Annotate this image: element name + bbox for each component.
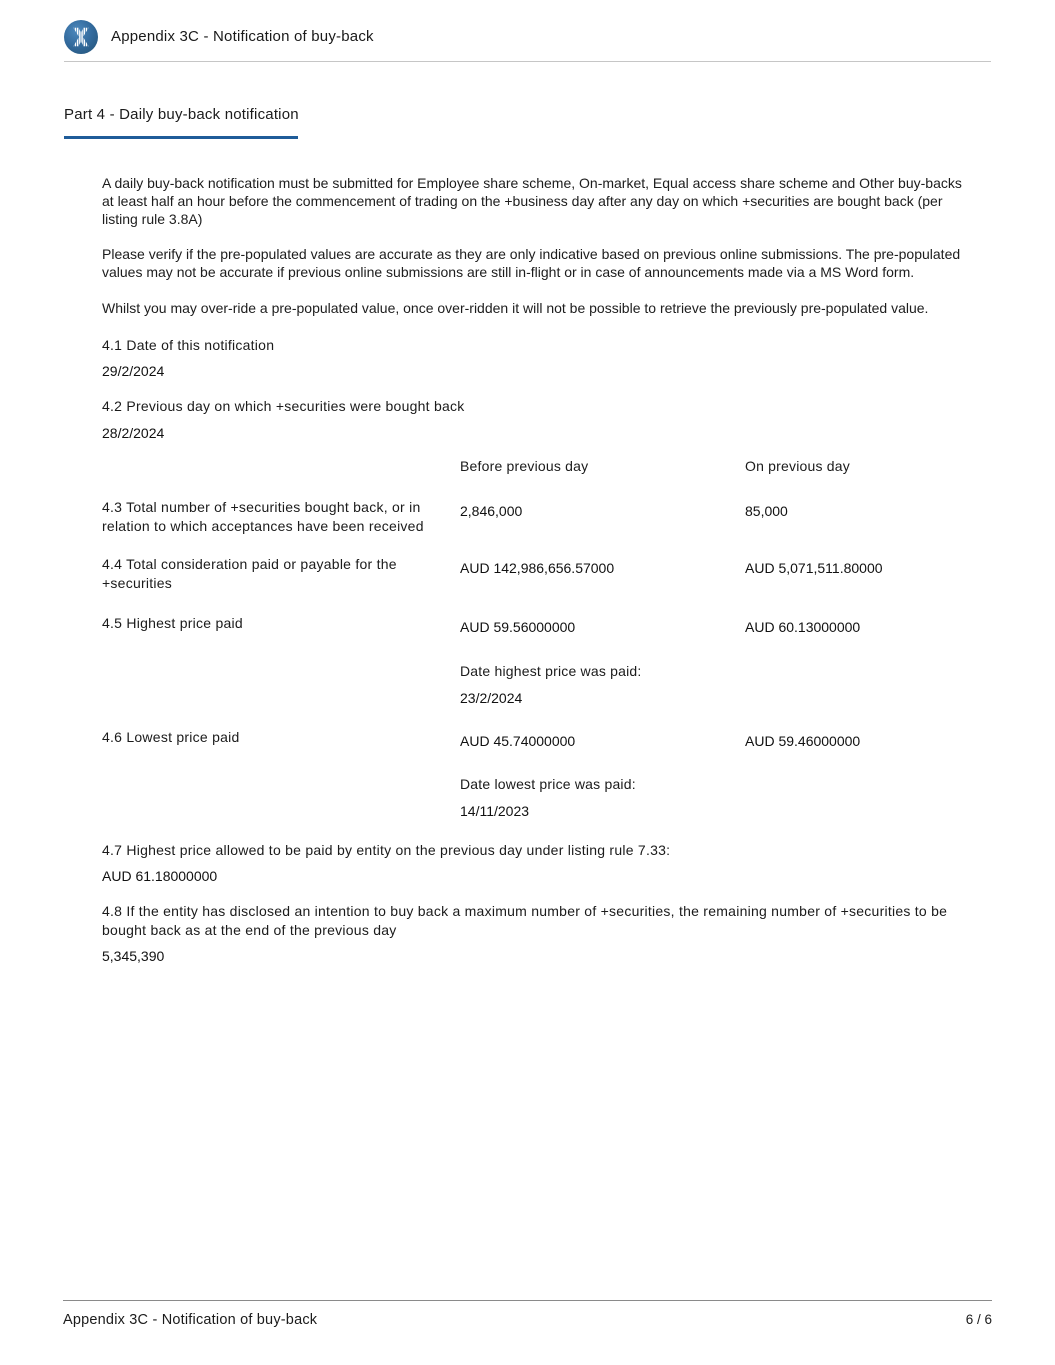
asx-logo-icon	[64, 20, 98, 54]
row-4-5-before-value: AUD 59.56000000	[460, 619, 576, 636]
table-row-4-6	[102, 728, 977, 821]
row-4-6-on-value: AUD 59.46000000	[745, 732, 861, 749]
field-4-1	[102, 336, 977, 381]
row-4-3-on-value: 85,000	[745, 503, 788, 520]
document-title: Appendix 3C - Notification of buy-back	[111, 28, 374, 45]
row-4-6-date-value: 14/11/2023	[460, 803, 530, 820]
column-header-before-previous-day: Before previous day	[460, 458, 589, 475]
part4-heading-underline	[64, 136, 298, 139]
column-header-on-previous-day: On previous day	[745, 458, 850, 475]
intro-paragraph-2: Please verify if the pre-populated values are accurate as they are only indicative based on previous online submissions. The pre-populated values may not be accurate if previous online submissions are still in-flight or in case of announcements made via a MS Word form.	[102, 246, 961, 281]
row-4-5-on-value: AUD 60.13000000	[745, 619, 861, 636]
field-4-8-value: 5,345,390	[102, 948, 165, 965]
part4-content	[102, 175, 977, 966]
field-4-8-label: 4.8 If the entity has disclosed an intention to buy back a maximum number of +securities, the remaining number of +securities to be bought back as at the end of the previous day	[102, 903, 948, 938]
row-4-5-label: 4.5 Highest price paid	[102, 615, 243, 632]
row-4-3-label: 4.3 Total number of +securities bought back, or in relation to which acceptances have been received	[102, 499, 424, 534]
field-4-2-value: 28/2/2024	[102, 424, 165, 441]
table-row-4-4	[102, 555, 977, 592]
row-4-6-date-label: Date lowest price was paid:	[460, 776, 636, 793]
field-4-1-label: 4.1 Date of this notification	[102, 336, 275, 353]
intro-paragraph-3: Whilst you may over-ride a pre-populated value, once over-ridden it will not be possible to retrieve the previously pre-populated value.	[102, 299, 929, 316]
row-4-5-before-cell	[460, 614, 745, 707]
document-footer	[0, 1300, 1055, 1328]
row-4-3-before-value: 2,846,000	[460, 503, 523, 520]
field-4-8	[102, 902, 977, 966]
row-4-4-label: 4.4 Total consideration paid or payable for the +securities	[102, 556, 397, 591]
table-row-4-3	[102, 498, 977, 535]
table-row-4-5	[102, 614, 977, 707]
intro-paragraph-1: A daily buy-back notification must be submitted for Employee share scheme, On-market, Equal access share scheme and Other buy-backs at least half an hour before the commencement of trading on the +business day after any day on which +securities are bought back (per listing rule 3.8A)	[102, 175, 962, 227]
field-4-1-value: 29/2/2024	[102, 363, 165, 380]
row-4-6-before-cell	[460, 728, 745, 821]
field-4-2	[102, 397, 977, 442]
table-header-row	[102, 458, 977, 476]
footer-content	[63, 1300, 992, 1328]
row-4-4-on-value: AUD 5,071,511.80000	[745, 560, 883, 577]
field-4-2-label: 4.2 Previous day on which +securities were bought back	[102, 398, 465, 415]
field-4-7-value: AUD 61.18000000	[102, 868, 218, 885]
row-4-4-before-value: AUD 142,986,656.57000	[460, 560, 615, 577]
document-header	[0, 0, 1055, 61]
part4-heading: Part 4 - Daily buy-back notification	[64, 106, 299, 123]
buyback-table	[102, 458, 977, 821]
header-divider	[64, 61, 991, 62]
row-4-6-before-value: AUD 45.74000000	[460, 732, 576, 749]
field-4-7	[102, 841, 977, 886]
row-4-5-date-value: 23/2/2024	[460, 689, 523, 706]
footer-page-number: 6 / 6	[965, 1312, 992, 1327]
row-4-5-date-label: Date highest price was paid:	[460, 662, 642, 679]
row-4-6-label: 4.6 Lowest price paid	[102, 728, 240, 745]
footer-document-title: Appendix 3C - Notification of buy-back	[63, 1312, 318, 1328]
field-4-7-label: 4.7 Highest price allowed to be paid by entity on the previous day under listing rule 7.33:	[102, 841, 671, 858]
